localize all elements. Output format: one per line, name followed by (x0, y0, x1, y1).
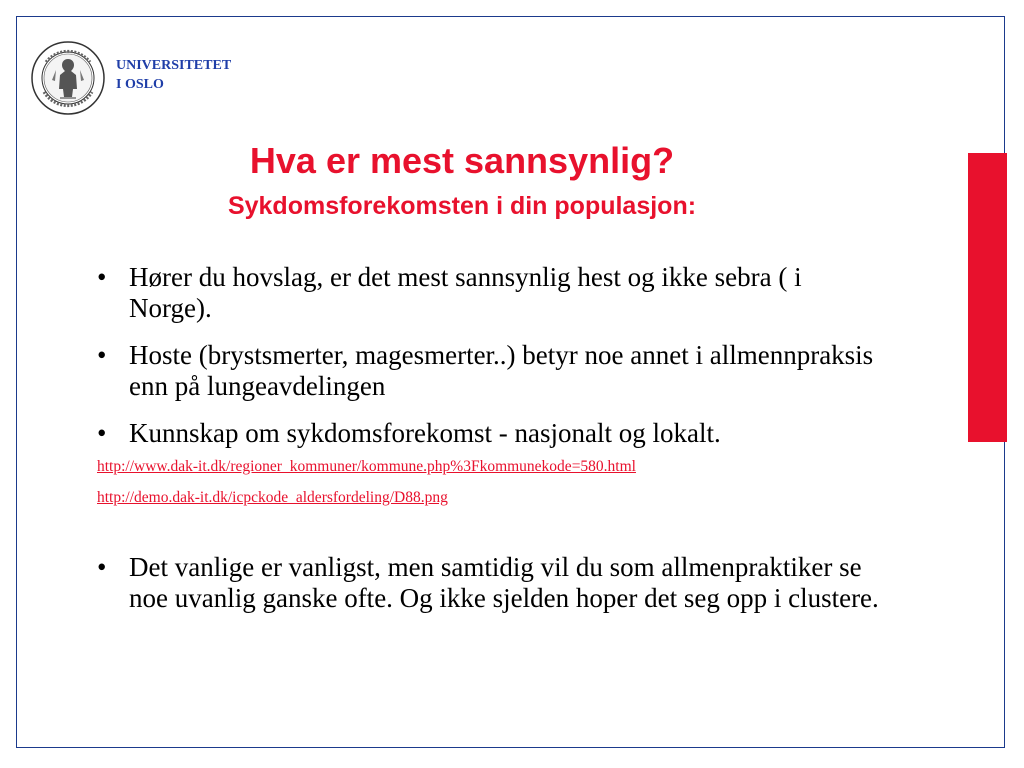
bullet-text: Hører du hovslag, er det mest sannsynlig hest og ikke sebra ( i Norge). (129, 262, 802, 323)
bullet-dot: • (97, 262, 107, 292)
bullet-item (97, 418, 887, 449)
slide-subtitle: Sykdomsforekomsten i din populasjon: (227, 192, 697, 220)
reference-link[interactable]: http://www.dak-it.dk/regioner_kommuner/kommune.php%3Fkommunekode=580.html (97, 458, 636, 475)
university-name-line2: I OSLO (116, 77, 164, 92)
bullet-text: Kunnskap om sykdomsforekomst - nasjonalt og lokalt. (129, 418, 721, 448)
bullet-dot: • (97, 340, 107, 370)
accent-bar (968, 153, 1007, 442)
slide-title: Hva er mest sannsynlig? (249, 140, 675, 181)
reference-link[interactable]: http://demo.dak-it.dk/icpckode_aldersfordeling/D88.png (97, 489, 448, 506)
bullet-item (97, 340, 887, 402)
bullet-dot: • (97, 418, 107, 448)
university-name[interactable] (116, 56, 231, 94)
bullet-dot: • (97, 552, 107, 582)
bullet-item (97, 262, 887, 324)
university-seal-logo (30, 40, 106, 116)
university-name-line1: UNIVERSITETET (116, 58, 232, 73)
bullet-item (97, 552, 887, 614)
bullet-text: Det vanlige er vanligst, men samtidig vil du som allmenpraktiker se noe uvanlig ganske ofte. Og ikke sjelden hoper det seg opp i clustere. (129, 552, 879, 613)
bullet-text: Hoste (brystsmerter, magesmerter..) betyr noe annet i allmennpraksis enn på lungeavdelingen (129, 340, 874, 401)
